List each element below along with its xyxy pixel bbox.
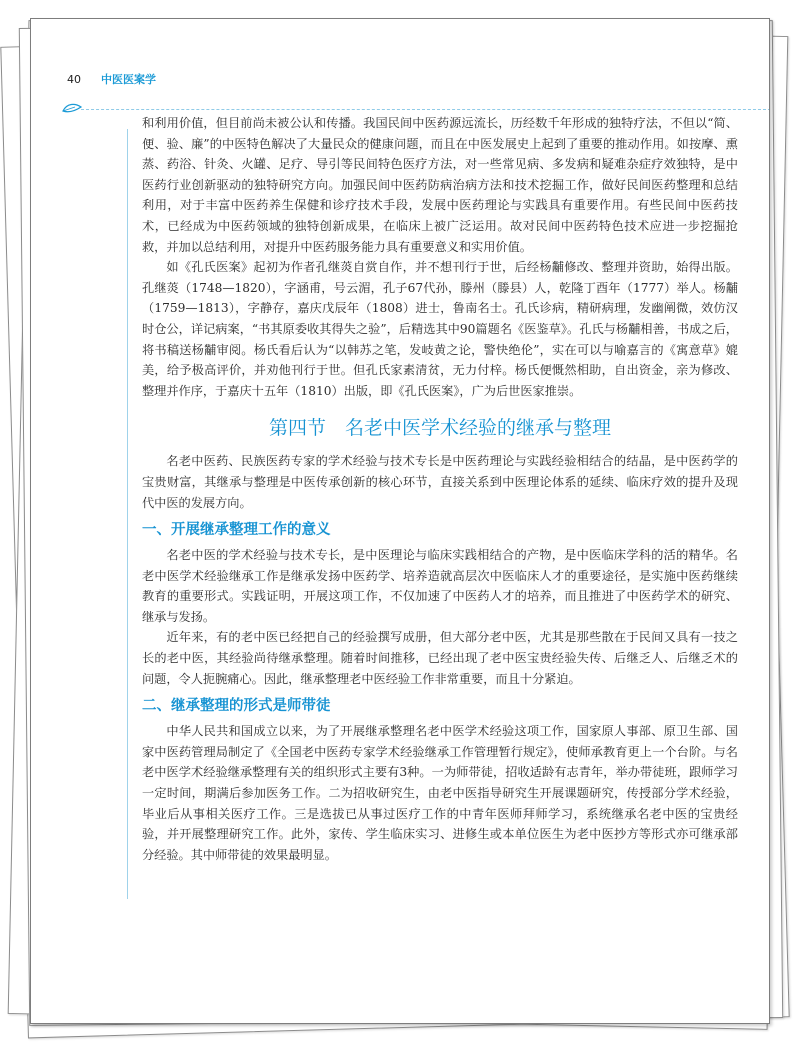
page-number: 40 bbox=[67, 73, 81, 86]
subsection-title: 一、开展继承整理工作的意义 bbox=[142, 522, 331, 539]
header-dashed-rule bbox=[81, 109, 770, 110]
paragraph: 名老中医的学术经验与技术专长，是中医理论与临床实践相结合的产物，是中医临床学科的活的精华。名老中医学术经验继承工作是继承发扬中医药学、培养造就高层次中医临床人才的重要途径，是实施中医药继续教育的重要形式。实践证明，开展这项工作，不仅加速了中医药人才的培养，而且推进了中医药学术的研究、继承与发扬。 bbox=[142, 548, 738, 624]
margin-vertical-rule bbox=[127, 129, 128, 899]
paragraph: 近年来，有的老中医已经把自己的经验撰写成册，但大部分老中医，尤其是那些散在于民间又具有一技之长的老中医，其经验尚待继承整理。随着时间推移，已经出现了老中医宝贵经验失传、后继乏人、后继乏术的问题，令人扼腕痛心。因此，继承整理老中医经验工作非常重要，而且十分紧迫。 bbox=[142, 630, 738, 686]
paragraph: 名老中医药、民族医药专家的学术经验与技术专长是中医药理论与实践经验相结合的结晶，是中医药学的宝贵财富，其继承与整理是中医传承创新的核心环节，直接关系到中医理论体系的延续、临床疗效的提升及现代中医的发展方向。 bbox=[142, 454, 738, 510]
section-title: 第四节 名老中医学术经验的继承与整理 bbox=[268, 417, 611, 440]
book-page bbox=[30, 18, 770, 1024]
subsection-title: 二、继承整理的形式是师带徒 bbox=[142, 698, 331, 715]
leaf-ornament-icon bbox=[61, 101, 83, 115]
paragraph: 如《孔氏医案》起初为作者孔继菼自赏自作，并不想刊行于世，后经杨黼修改、整理并资助，始得出版。孔继菼（1748—1820），字涵甫，号云湄，孔子67代孙，滕州（滕县）人，乾隆丁酉年（1777）举人。杨黼（1759—1813），字静存，嘉庆戊辰年（1808）进士，鲁南名士。孔氏诊病，精研病理，发幽阐微，效仿汉时仓公，详记病案，“书其原委收其得失之验”，后精选其中90篇题名《医鉴草》。孔氏与杨黼相善，书成之后，将书稿送杨黼审阅。杨氏看后认为“以韩苏之笔，发岐黄之论，警快绝伦”，实在可以与喻嘉言的《寓意草》媲美，给予极高评价，并劝他刊行于世。但孔氏家素清贫，无力付梓。杨氏便慨然相助，自出资金，亲为修改、整理并作序，于嘉庆十五年（1810）出版，即《孔氏医案》，广为后世医家推崇。 bbox=[142, 260, 738, 398]
paragraph: 和利用价值，但目前尚未被公认和传播。我国民间中医药源远流长，历经数千年形成的独特疗法，不但以“简、便、验、廉”的中医特色解决了大量民众的健康问题，而且在中医发展史上起到了重要的推动作用。如按摩、熏蒸、药浴、针灸、火罐、足疗、导引等民间特色医疗方法，对一些常见病、多发病和疑难杂症疗效独特，是中医药行业创新驱动的独特研究方向。加强民间中医药防病治病方法和技术挖掘工作，做好民间医药整理和总结利用，对于丰富中医药养生保健和诊疗技术手段，发展中医药理论与实践具有重要作用。有些民间中医药技术，已经成为中医药领域的独特创新成果，在临床上被广泛运用。故对民间中医药特色技术应进一步挖掘抢救，并加以总结利用，对提升中医药服务能力具有重要意义和实用价值。 bbox=[142, 116, 738, 254]
paragraph: 中华人民共和国成立以来，为了开展继承整理名老中医学术经验这项工作，国家原人事部、原卫生部、国家中医药管理局制定了《全国老中医药专家学术经验继承工作管理暂行规定》，使师承教育更上一个台阶。与名老中医学术经验继承整理有关的组织形式主要有3种。一为师带徒，招收适龄有志青年，举办带徒班，跟师学习一定时间，期满后参加医务工作。二为招收研究生，由老中医指导研究生开展课题研究，传授部分学术经验，毕业后从事相关医疗工作。三是选拔已从事过医疗工作的中青年医师拜师学习，系统继承名老中医的宝贵经验，并开展整理研究工作。此外，家传、学生临床实习、进修生或本单位医生为老中医抄方等形式亦可继承部分经验。其中师带徒的效果最明显。 bbox=[142, 724, 738, 862]
page-body bbox=[142, 113, 738, 865]
running-title: 中医医案学 bbox=[101, 73, 156, 86]
